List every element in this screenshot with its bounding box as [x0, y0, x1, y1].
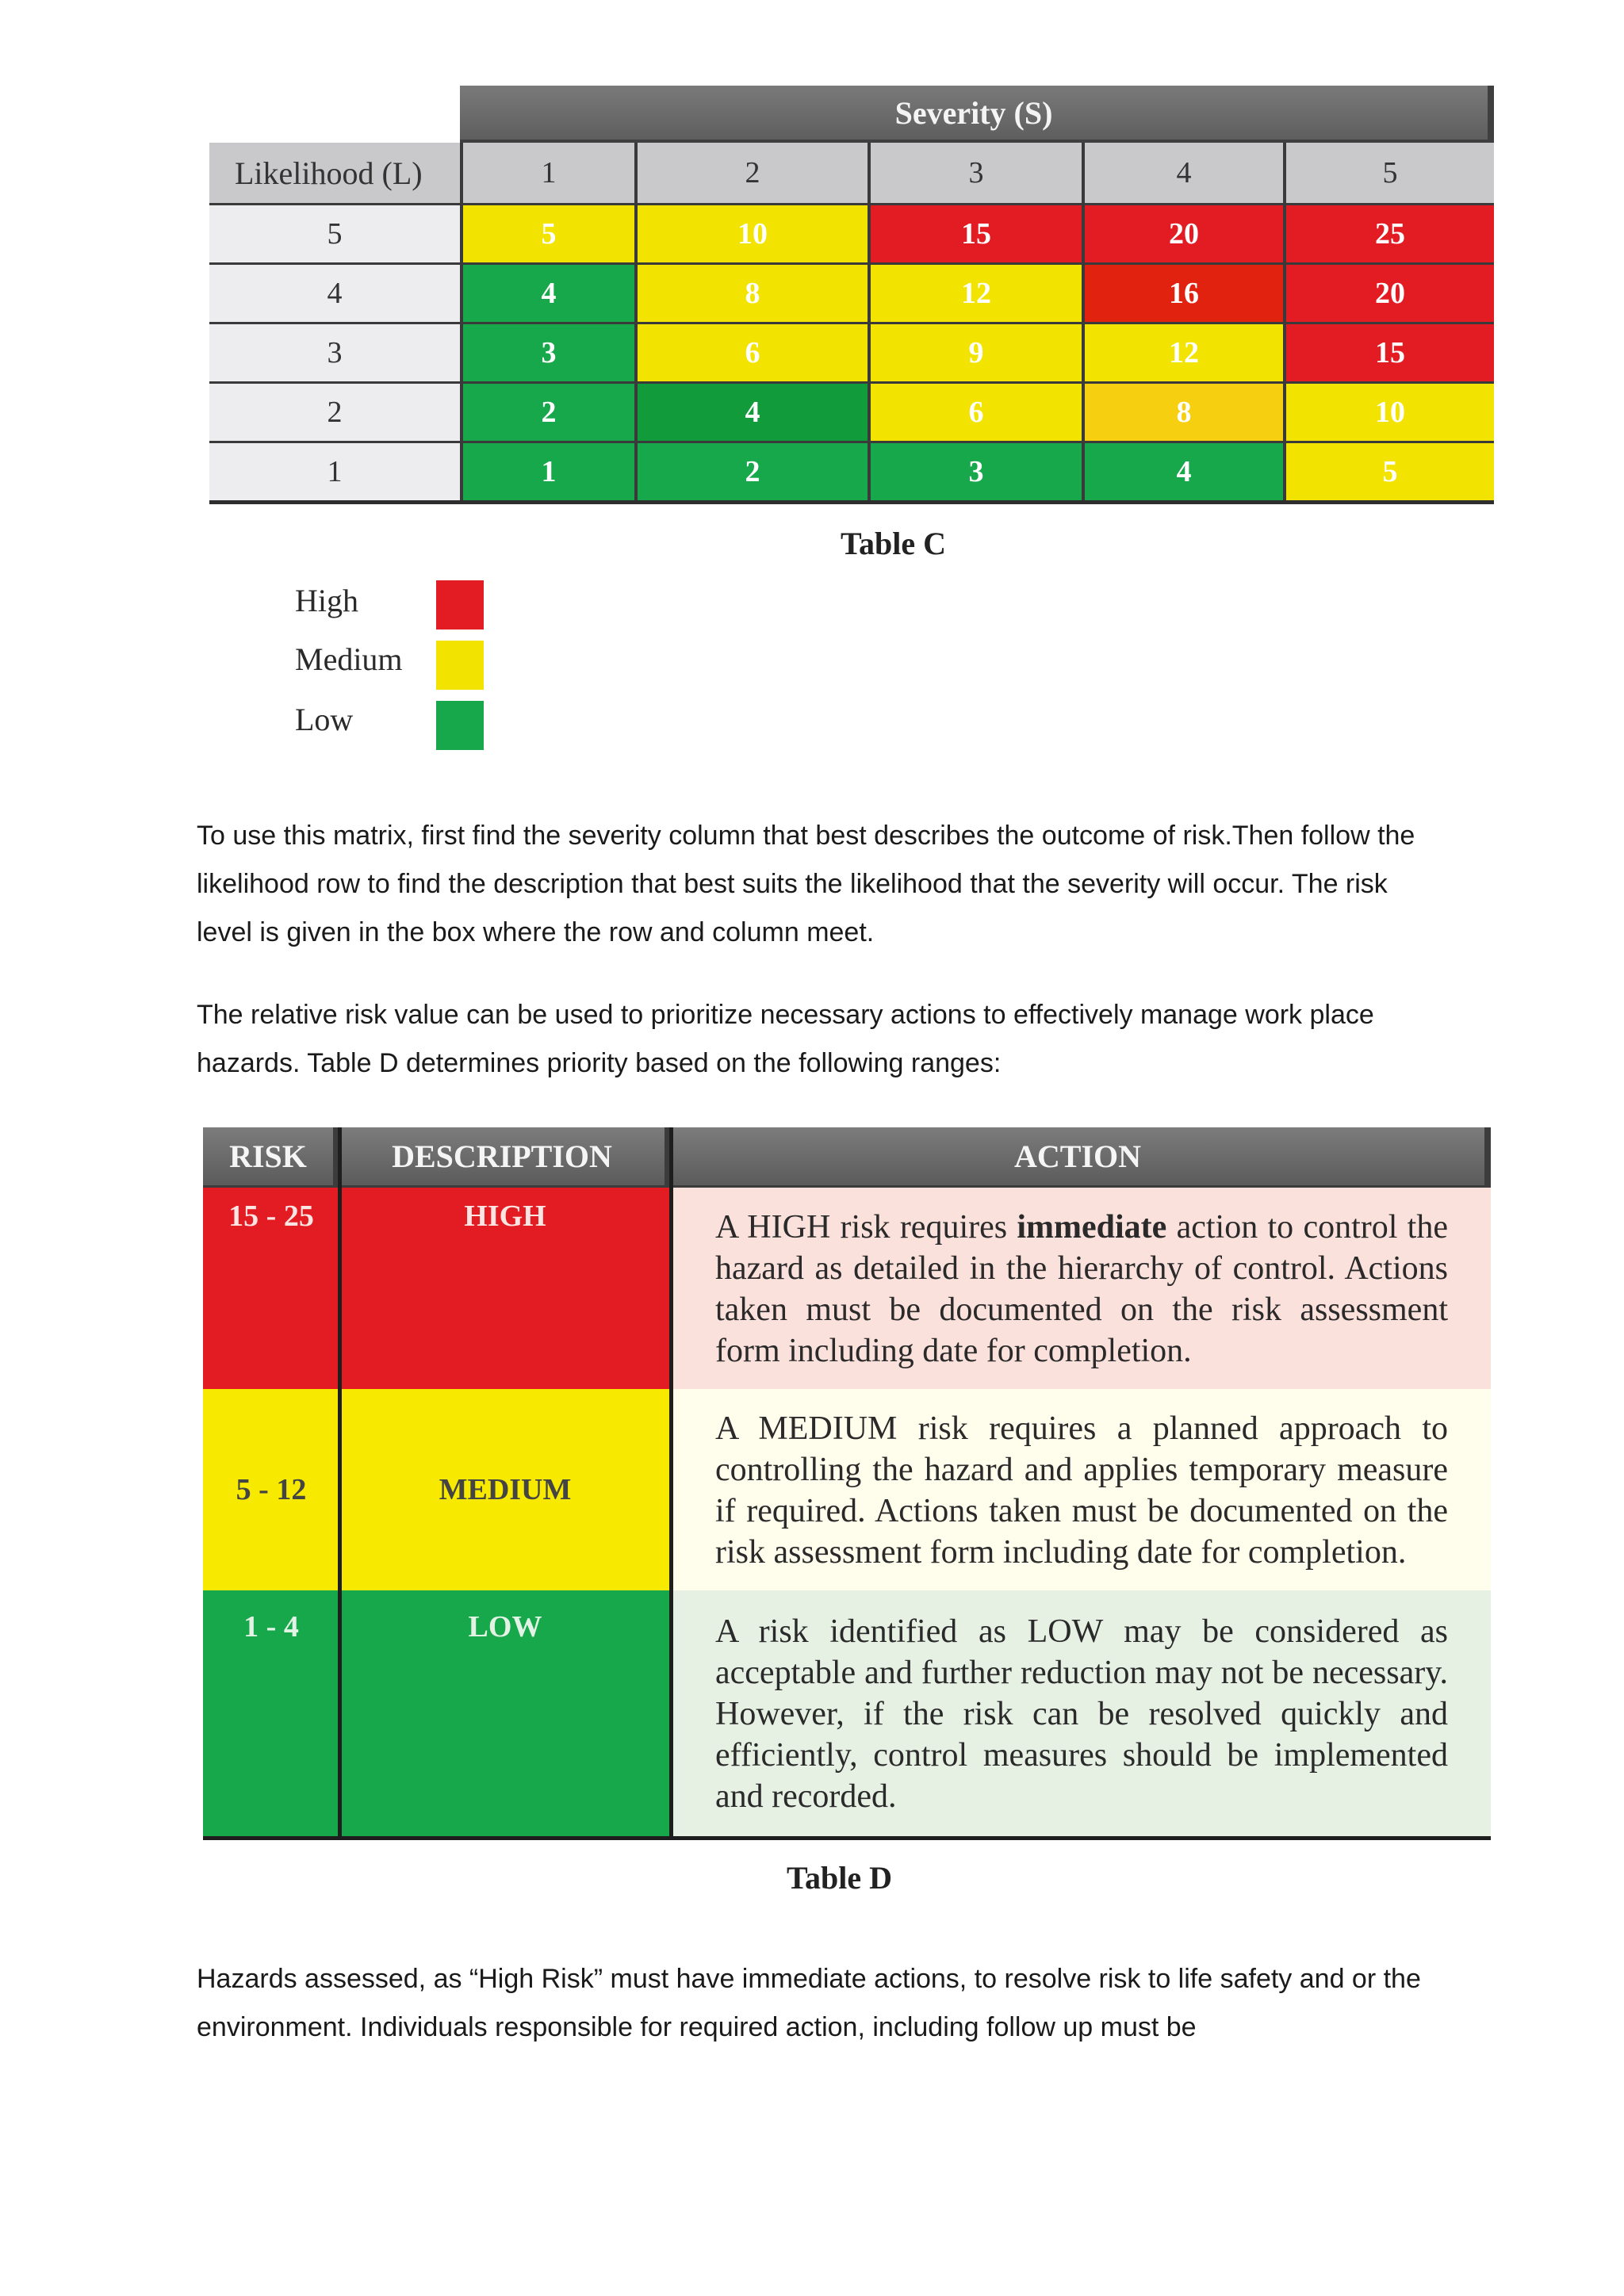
- action-high-emphasis: immediate: [1017, 1209, 1167, 1246]
- risk-score-cell: 4: [634, 381, 868, 441]
- action-column-header: ACTION: [671, 1127, 1491, 1188]
- legend-label-low: Low: [295, 702, 354, 737]
- severity-column-header: 3: [868, 143, 1082, 203]
- table-bottom-rule: [203, 1836, 1491, 1840]
- legend-swatch-low: [436, 701, 484, 750]
- risk-score-cell: 5: [460, 203, 634, 262]
- severity-header: Severity (S): [460, 86, 1494, 143]
- risk-score-cell: 6: [868, 381, 1082, 441]
- risk-range-medium: 5 - 12: [203, 1389, 339, 1590]
- risk-score-cell: 16: [1082, 262, 1283, 322]
- risk-score-cell: 2: [634, 441, 868, 500]
- legend-swatch-high: [436, 580, 484, 629]
- risk-score-cell: 9: [868, 322, 1082, 381]
- risk-score-cell: 6: [634, 322, 868, 381]
- paragraph-matrix-instructions: To use this matrix, first find the severity column that best describes the outcome of risk.Then follow the likelihood row to find the description that best suits the likelihood that the severity will occur. The risk level is given in the box where the row and column meet.: [197, 821, 1415, 947]
- paragraph-risk-value: The relative risk value can be used to prioritize necessary actions to effectively manage work place hazards. Table D determines priority based on the following ranges:: [197, 1000, 1374, 1078]
- risk-score-cell: 20: [1283, 262, 1494, 322]
- likelihood-row-header: 3: [209, 322, 460, 381]
- table-c-caption: Table C: [841, 526, 947, 561]
- action-high-text-start: A HIGH risk requires: [715, 1209, 1017, 1246]
- risk-score-cell: 4: [1082, 441, 1283, 500]
- likelihood-row-header: 4: [209, 262, 460, 322]
- likelihood-row-header: 5: [209, 203, 460, 262]
- severity-column-header: 4: [1082, 143, 1283, 203]
- action-medium: A MEDIUM risk requires a planned approach to controlling the hazard and applies temporary measure if required. Actions taken must be documented on the risk assessment form including date for completion.: [671, 1389, 1491, 1590]
- risk-matrix-table: [209, 86, 1494, 504]
- risk-score-cell: 15: [1283, 322, 1494, 381]
- legend-swatch-medium: [436, 641, 484, 690]
- action-high: [671, 1188, 1491, 1389]
- description-high: HIGH: [339, 1188, 671, 1389]
- risk-score-cell: 3: [460, 322, 634, 381]
- risk-score-cell: 8: [1082, 381, 1283, 441]
- risk-score-cell: 12: [868, 262, 1082, 322]
- legend-label-high: High: [295, 583, 358, 618]
- likelihood-row-header: 1: [209, 441, 460, 500]
- likelihood-header: Likelihood (L): [209, 143, 460, 203]
- likelihood-row-header: 2: [209, 381, 460, 441]
- risk-range-low: 1 - 4: [203, 1590, 339, 1838]
- risk-score-cell: 25: [1283, 203, 1494, 262]
- risk-score-cell: 2: [460, 381, 634, 441]
- table-d-caption: Table D: [787, 1860, 893, 1896]
- column-divider: [669, 1127, 673, 1838]
- risk-range-high: 15 - 25: [203, 1188, 339, 1389]
- column-divider: [338, 1127, 342, 1838]
- description-low: LOW: [339, 1590, 671, 1838]
- severity-column-header: 5: [1283, 143, 1494, 203]
- risk-score-cell: 12: [1082, 322, 1283, 381]
- risk-priority-table: [203, 1127, 1491, 1841]
- action-high-text-end: action to control the hazard as detailed in the hierarchy of control. Actions taken must be documented on the risk assessment form including date for completion.: [715, 1209, 1448, 1369]
- severity-column-header: 1: [460, 143, 634, 203]
- legend-label-medium: Medium: [295, 641, 403, 677]
- risk-score-cell: 20: [1082, 203, 1283, 262]
- risk-score-cell: 3: [868, 441, 1082, 500]
- risk-score-cell: 10: [634, 203, 868, 262]
- risk-score-cell: 15: [868, 203, 1082, 262]
- risk-score-cell: 10: [1283, 381, 1494, 441]
- risk-score-cell: 8: [634, 262, 868, 322]
- table-bottom-rule: [209, 500, 1494, 504]
- risk-score-cell: 5: [1283, 441, 1494, 500]
- description-column-header: DESCRIPTION: [339, 1127, 671, 1188]
- risk-score-cell: 1: [460, 441, 634, 500]
- action-low: A risk identified as LOW may be considered as acceptable and further reduction may not be necessary. However, if the risk can be resolved quickly and efficiently, control measures should be implemented and recorded.: [671, 1590, 1491, 1838]
- description-medium: MEDIUM: [339, 1389, 671, 1590]
- risk-score-cell: 4: [460, 262, 634, 322]
- severity-column-header: 2: [634, 143, 868, 203]
- risk-column-header: RISK: [203, 1127, 339, 1188]
- paragraph-high-risk: Hazards assessed, as “High Risk” must have immediate actions, to resolve risk to life safety and or the environment. Individuals responsible for required action, including follow up must be: [197, 1964, 1421, 2042]
